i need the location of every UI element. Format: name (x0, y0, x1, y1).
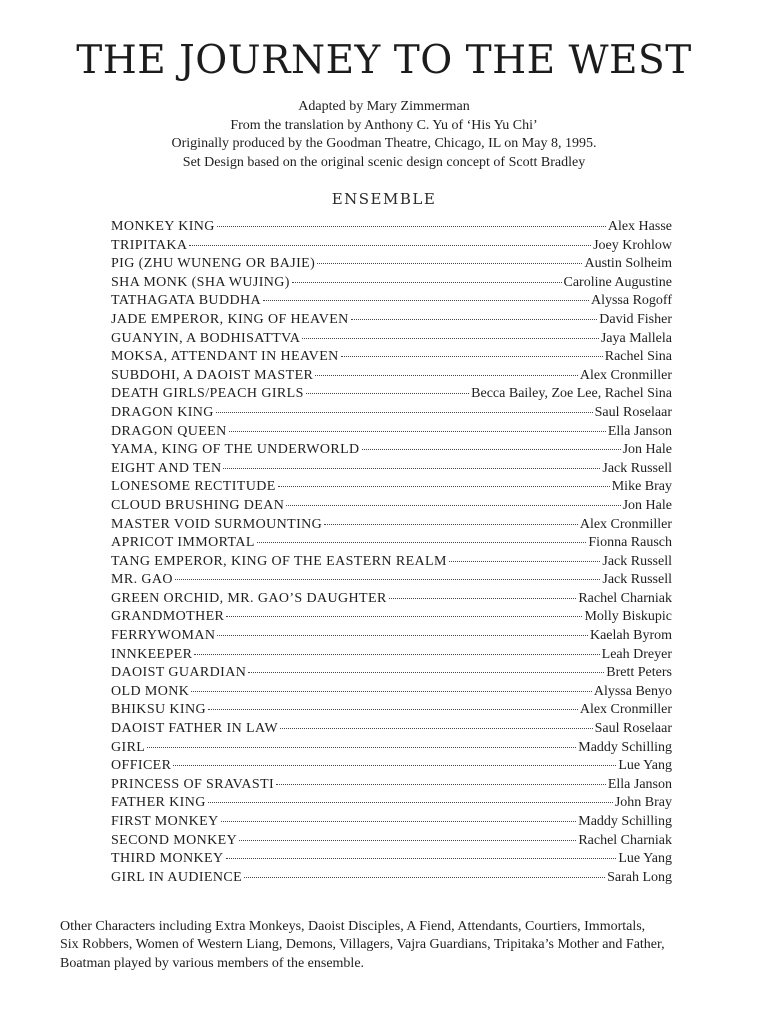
cast-role: EIGHT AND TEN (111, 460, 222, 476)
note-line: Six Robbers, Women of Western Liang, Demons, Villagers, Vajra Guardians, Tripitaka’s Mother and Father, (60, 937, 665, 953)
dot-leader (286, 504, 620, 506)
cast-role: MASTER VOID SURMOUNTING (111, 516, 323, 532)
cast-role: GREEN ORCHID, MR. GAO’S DAUGHTER (111, 590, 387, 606)
dot-leader (276, 783, 606, 785)
cast-actor: Jack Russell (602, 572, 672, 588)
cast-role: GIRL (111, 739, 146, 755)
credit-original-production: Originally produced by the Goodman Theatre, Chicago, IL on May 8, 1995. (171, 136, 597, 151)
dot-leader (292, 281, 562, 283)
cast-role: MONKEY KING (111, 219, 215, 234)
cast-row (111, 627, 672, 646)
cast-actor: Jon Hale (622, 442, 672, 458)
dot-leader (362, 448, 621, 450)
note-line: Boatman played by various members of the ensemble. (60, 955, 365, 971)
cast-role: TATHAGATA BUDDHA (111, 293, 261, 309)
cast-actor: Fionna Rausch (588, 535, 672, 551)
cast-role: JADE EMPEROR, KING OF HEAVEN (111, 311, 349, 327)
cast-row (111, 832, 672, 851)
dot-leader (175, 578, 600, 580)
cast-actor: Alex Cronmiller (579, 702, 672, 718)
cast-role: GIRL IN AUDIENCE (111, 869, 243, 885)
cast-actor: Rachel Sina (604, 349, 672, 365)
cast-role: PRINCESS OF SRAVASTI (111, 776, 275, 792)
dot-leader (302, 337, 598, 339)
ensemble-heading: ENSEMBLE (331, 190, 437, 208)
cast-actor: Becca Bailey, Zoe Lee, Rachel Sina (471, 386, 672, 402)
cast-row (111, 441, 672, 460)
cast-row (111, 869, 672, 888)
cast-row (111, 553, 672, 572)
cast-role: GRANDMOTHER (111, 609, 225, 625)
cast-actor: Jack Russell (602, 460, 672, 476)
dot-leader (229, 430, 606, 432)
dot-leader (278, 485, 610, 487)
cast-actor: Jack Russell (602, 553, 672, 569)
cast-role: SECOND MONKEY (111, 832, 238, 848)
cast-row (111, 720, 672, 739)
cast-row (111, 348, 672, 367)
cast-actor: Rachel Charniak (578, 832, 672, 848)
dot-leader (317, 262, 582, 264)
cast-role: OLD MONK (111, 683, 190, 699)
cast-actor: Mike Bray (611, 479, 672, 495)
dot-leader (389, 597, 577, 599)
cast-role: APRICOT IMMORTAL (111, 535, 255, 551)
page-title: THE JOURNEY TO THE WEST (76, 38, 692, 83)
dot-leader (226, 615, 582, 617)
cast-row (111, 423, 672, 442)
cast-row (111, 571, 672, 590)
dot-leader (189, 244, 591, 246)
cast-row (111, 292, 672, 311)
cast-row (111, 385, 672, 404)
cast-row (111, 330, 672, 349)
cast-row (111, 274, 672, 293)
dot-leader (324, 523, 578, 525)
cast-actor: Rachel Charniak (578, 590, 672, 606)
cast-actor: Caroline Augustine (563, 274, 672, 290)
cast-row (111, 478, 672, 497)
cast-actor: Sarah Long (607, 869, 672, 885)
dot-leader (147, 746, 576, 748)
cast-actor: Ella Janson (607, 423, 672, 439)
credit-set-design: Set Design based on the original scenic design concept of Scott Bradley (182, 154, 586, 170)
cast-row (111, 608, 672, 627)
cast-row (111, 404, 672, 423)
cast-row (111, 683, 672, 702)
cast-row (111, 776, 672, 795)
cast-role: BHIKSU KING (111, 702, 207, 718)
dot-leader (173, 764, 616, 766)
dot-leader (226, 857, 617, 859)
cast-row (111, 460, 672, 479)
cast-actor: John Bray (614, 795, 672, 811)
note-line: Other Characters including Extra Monkeys, Daoist Disciples, A Fiend, Attendants, Courtiers, Immortals, (60, 919, 646, 934)
credit-translation: From the translation by Anthony C. Yu of ‘His Yu Chi’ (230, 117, 538, 133)
dot-leader (217, 225, 606, 227)
dot-leader (263, 299, 589, 301)
cast-role: DEATH GIRLS/PEACH GIRLS (111, 386, 304, 402)
dot-leader (223, 467, 600, 469)
cast-role: OFFICER (111, 758, 172, 774)
cast-role: FIRST MONKEY (111, 814, 219, 829)
cast-row (111, 664, 672, 683)
cast-actor: Lue Yang (618, 758, 672, 774)
dot-leader (221, 820, 577, 822)
cast-role: TANG EMPEROR, KING OF THE EASTERN REALM (111, 553, 447, 569)
dot-leader (217, 634, 588, 636)
cast-actor: Joey Krohlow (593, 237, 672, 253)
cast-row (111, 813, 672, 832)
cast-actor: Alex Cronmiller (579, 516, 672, 532)
ensemble-note (60, 918, 720, 973)
dot-leader (244, 876, 605, 878)
dot-leader (351, 318, 598, 320)
cast-role: SUBDOHI, A DAOIST MASTER (111, 367, 314, 383)
cast-role: YAMA, KING OF THE UNDERWORLD (111, 442, 360, 458)
cast-row (111, 757, 672, 776)
cast-role: MR. GAO (111, 572, 173, 588)
dot-leader (315, 374, 578, 376)
cast-list (111, 218, 672, 887)
cast-role: MOKSA, ATTENDANT IN HEAVEN (111, 349, 339, 365)
cast-role: THIRD MONKEY (111, 851, 224, 867)
dot-leader (194, 653, 599, 655)
cast-actor: Kaelah Byrom (589, 628, 672, 644)
cast-actor: Jon Hale (622, 497, 672, 513)
cast-role: FATHER KING (111, 795, 206, 811)
cast-role: LONESOME RECTITUDE (111, 479, 276, 495)
dot-leader (216, 411, 593, 413)
cast-role: GUANYIN, A BODHISATTVA (111, 330, 301, 346)
cast-actor: Lue Yang (618, 851, 672, 867)
cast-actor: Jaya Mallela (600, 330, 672, 346)
dot-leader (280, 727, 593, 729)
cast-actor: Molly Biskupic (584, 609, 672, 625)
cast-row (111, 516, 672, 535)
dot-leader (306, 392, 469, 394)
cast-role: DRAGON QUEEN (111, 423, 227, 439)
dot-leader (239, 839, 576, 841)
cast-role: DAOIST GUARDIAN (111, 665, 247, 681)
cast-actor: Maddy Schilling (578, 739, 672, 755)
cast-actor: Alyssa Benyo (593, 683, 672, 699)
cast-role: FERRYWOMAN (111, 628, 216, 644)
cast-row (111, 590, 672, 609)
cast-role: INNKEEPER (111, 646, 193, 662)
cast-row (111, 311, 672, 330)
cast-actor: Saul Roselaar (594, 721, 672, 737)
dot-leader (341, 355, 603, 357)
credit-adapted-by: Adapted by Mary Zimmerman (298, 99, 470, 114)
dot-leader (257, 541, 587, 543)
cast-row (111, 646, 672, 665)
cast-row (111, 255, 672, 274)
cast-actor: Leah Dreyer (601, 646, 672, 662)
cast-actor: Brett Peters (606, 665, 672, 681)
cast-actor: Saul Roselaar (594, 404, 672, 420)
cast-row (111, 534, 672, 553)
cast-actor: David Fisher (599, 311, 672, 327)
cast-row (111, 794, 672, 813)
cast-row (111, 701, 672, 720)
cast-actor: Alex Hasse (607, 219, 672, 234)
cast-row (111, 739, 672, 758)
credits-block (0, 98, 768, 172)
cast-row (111, 850, 672, 869)
cast-role: DAOIST FATHER IN LAW (111, 721, 278, 737)
cast-actor: Ella Janson (607, 776, 672, 792)
cast-row (111, 367, 672, 386)
dot-leader (191, 690, 592, 692)
cast-row (111, 237, 672, 256)
dot-leader (248, 671, 604, 673)
cast-actor: Maddy Schilling (578, 814, 672, 829)
cast-role: PIG (ZHU WUNENG OR BAJIE) (111, 256, 316, 272)
cast-role: TRIPITAKA (111, 237, 188, 253)
dot-leader (208, 801, 613, 803)
dot-leader (208, 708, 578, 710)
cast-role: CLOUD BRUSHING DEAN (111, 497, 285, 513)
cast-role: DRAGON KING (111, 404, 214, 420)
cast-actor: Alyssa Rogoff (590, 293, 672, 309)
cast-actor: Austin Solheim (584, 256, 672, 272)
dot-leader (449, 560, 601, 562)
cast-role: SHA MONK (SHA WUJING) (111, 274, 290, 290)
cast-actor: Alex Cronmiller (579, 367, 672, 383)
cast-row (111, 497, 672, 516)
cast-row (111, 218, 672, 237)
